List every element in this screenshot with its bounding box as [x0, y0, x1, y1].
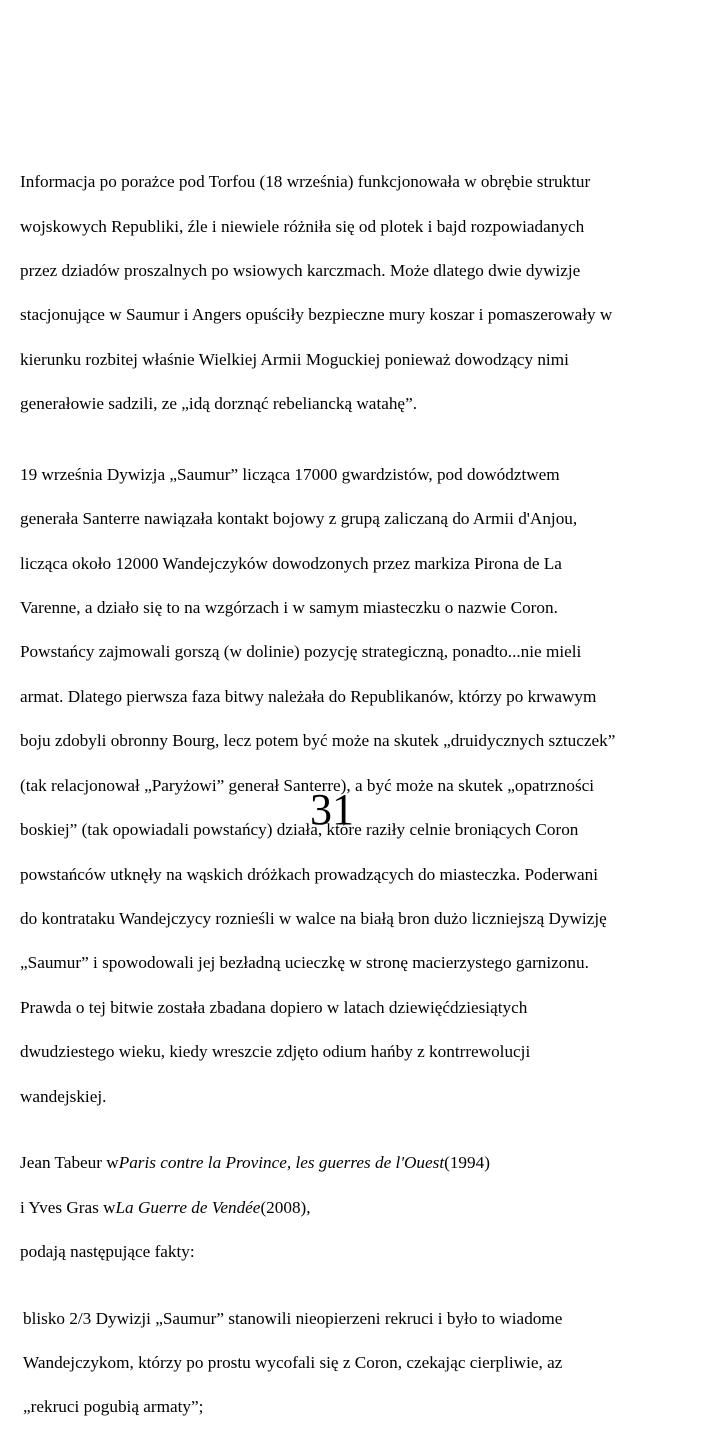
- source-year: (1994): [444, 1153, 490, 1173]
- source-line-tabeur: [20, 1152, 710, 1174]
- text-line: Wandejczykom, którzy po prostu wycofali się z Coron, czekając cierpliwie, az: [23, 1352, 563, 1372]
- text-line: stacjonujące w Saumur i Angers opuściły bezpieczne mury koszar i pomaszerowały w: [20, 305, 613, 325]
- text-line: „Saumur” i spowodowali jej bezładną ucieczkę w stronę macierzystego garnizonu.: [20, 953, 589, 973]
- source-year: (2008),: [260, 1197, 311, 1217]
- text-line: (tak relacjonował „Paryżowi” generał Santerre), a być może na skutek „opatrzności: [20, 775, 595, 795]
- text-line: Prawda o tej bitwie została zbadana dopiero w latach dziewięćdziesiątych: [20, 997, 528, 1017]
- source-author: Jean Tabeur w: [20, 1153, 119, 1173]
- text-line: do kontrataku Wandejczycy roznieśli w walce na białą bron dużo liczniejszą Dywizję: [20, 908, 607, 928]
- source-line-gras: [20, 1197, 710, 1219]
- sources-paragraph: [20, 1130, 710, 1285]
- text-line: boskiej” (tak opowiadali powstańcy) działa, które raziły celnie broniących Coron: [20, 820, 579, 840]
- text-line: licząca około 12000 Wandejczyków dowodzonych przez markiza Pirona de La: [20, 553, 562, 573]
- text-line: wandejskiej.: [20, 1086, 107, 1106]
- text-line: generała Santerre nawiązała kontakt bojowy z grupą zaliczaną do Armii d'Anjou,: [20, 509, 578, 529]
- text-line: przez dziadów proszalnych po wsiowych karczmach. Może dlatego dwie dywizje: [20, 261, 581, 281]
- source-title: La Guerre de Vendée: [115, 1197, 261, 1217]
- source-title: Paris contre la Province, les guerres de l'Ouest: [118, 1153, 445, 1173]
- text-line: blisko 2/3 Dywizji „Saumur” stanowili nieopierzeni rekruci i było to wiadome: [23, 1308, 563, 1328]
- source-author: i Yves Gras w: [20, 1197, 116, 1217]
- text-line: „rekruci pogubią armaty”;: [23, 1397, 204, 1417]
- text-line: boju zdobyli obronny Bourg, lecz potem być może na skutek „druidycznych sztuczek”: [20, 731, 616, 751]
- text-line: powstańców utknęły na wąskich dróżkach prowadzących do miasteczka. Poderwani: [20, 864, 598, 884]
- paragraph-torfou: [20, 149, 710, 438]
- page-number: 31: [310, 785, 354, 834]
- text-line: 19 września Dywizja „Saumur” licząca 17000 gwardzistów, pod dowództwem: [20, 464, 560, 484]
- fact-paragraph: [20, 1285, 710, 1440]
- text-line: generałowie sadzili, ze „idą dorznąć rebeliancką watahę”.: [20, 394, 417, 414]
- text-line: Varenne, a działo się to na wzgórzach i w samym miasteczku o nazwie Coron.: [20, 598, 558, 618]
- sources-intro-line: podają następujące fakty:: [20, 1241, 195, 1261]
- text-line: wojskowych Republiki, źle i niewiele różniła się od plotek i bajd rozpowiadanych: [20, 216, 585, 236]
- text-line: Informacja po porażce pod Torfou (18 września) funkcjonowała w obrębie struktur: [20, 172, 591, 192]
- text-line: Powstańcy zajmowali gorszą (w dolinie) pozycję strategiczną, ponadto...nie mieli: [20, 642, 582, 662]
- text-line: dwudziestego wieku, kiedy wreszcie zdjęto odium hańby z kontrrewolucji: [20, 1042, 531, 1062]
- text-line: kierunku rozbitej właśnie Wielkiej Armii Moguckiej ponieważ dowodzący nimi: [20, 349, 569, 369]
- text-line: armat. Dlatego pierwsza faza bitwy należała do Republikanów, którzy po krwawym: [20, 686, 597, 706]
